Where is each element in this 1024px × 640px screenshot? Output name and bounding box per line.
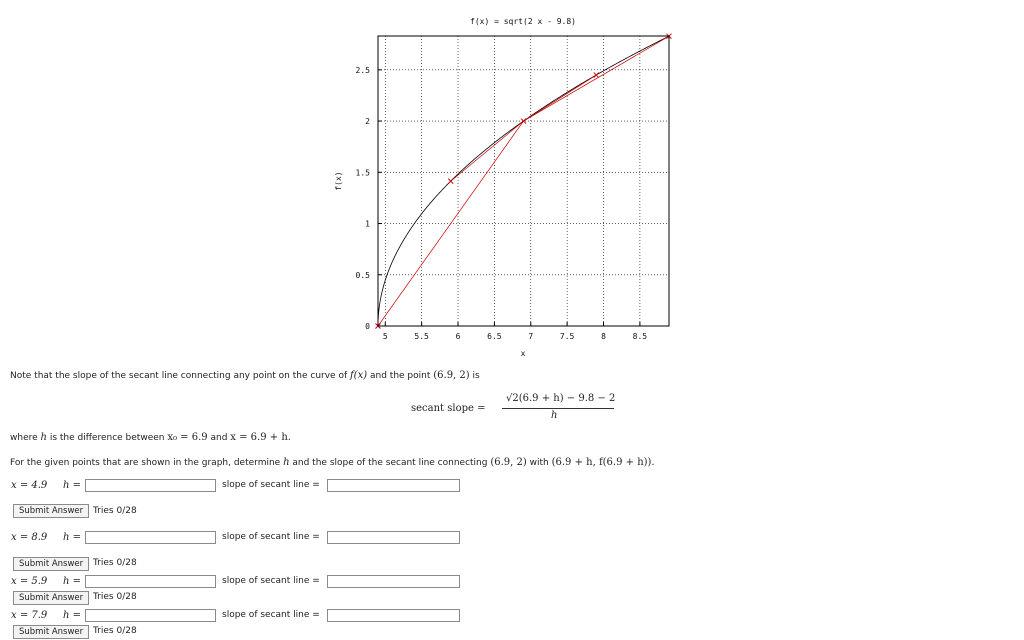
where-part: where	[10, 433, 41, 443]
secant-numerator: √2(6.9 + h) − 9.8 − 2	[506, 393, 616, 404]
chart-title: f(x) = sqrt(2 x - 9.8)	[470, 17, 576, 26]
x-tick-label: 6.5	[487, 332, 502, 341]
h-input[interactable]	[85, 575, 216, 588]
slope-label: slope of secant line =	[222, 480, 320, 490]
secant-denominator: h	[551, 410, 558, 421]
where-x: x = 6.9 + h.	[230, 432, 291, 443]
row-h-label: h =	[63, 532, 81, 543]
where-part: is the difference between	[46, 433, 168, 443]
x-tick-label: 8.5	[632, 332, 648, 341]
instruction-part: with	[526, 458, 552, 468]
h-input[interactable]	[85, 531, 216, 544]
x-tick-label: 5	[382, 332, 388, 341]
intro-part: Note that the slope of the secant line connecting any point on the curve of	[10, 371, 350, 381]
tries-counter: Tries 0/28	[93, 626, 137, 636]
intro-fx: f(x)	[349, 370, 368, 381]
row-h-label: h =	[63, 576, 81, 587]
intro-part: is	[469, 371, 480, 381]
slope-input[interactable]	[327, 575, 460, 588]
instruction-part: For the given points that are shown in the graph, determine	[10, 458, 284, 468]
where-h: h	[40, 432, 47, 443]
h-input[interactable]	[85, 609, 216, 622]
slope-input[interactable]	[327, 479, 460, 492]
y-tick-label: 1.5	[355, 168, 370, 178]
row-h-label: h =	[63, 610, 81, 621]
slope-label: slope of secant line =	[222, 576, 320, 586]
submit-answer-button[interactable]: Submit Answer	[13, 591, 89, 605]
data-point	[448, 179, 453, 184]
y-axis-label: f(x)	[334, 171, 343, 191]
tries-counter: Tries 0/28	[93, 506, 137, 516]
intro-text	[10, 370, 480, 381]
submit-answer-button[interactable]: Submit Answer	[13, 504, 89, 518]
data-layer	[376, 34, 672, 329]
slope-input[interactable]	[327, 531, 460, 544]
row-x-label: x = 5.9	[11, 576, 48, 587]
y-tick-label: 2.5	[355, 65, 370, 75]
row-x-label: x = 4.9	[11, 480, 48, 491]
slope-label: slope of secant line =	[222, 610, 320, 620]
where-part: and	[207, 433, 231, 443]
slope-input[interactable]	[327, 609, 460, 622]
grid	[378, 36, 669, 326]
h-input[interactable]	[85, 479, 216, 492]
secant-slope-label: secant slope =	[411, 403, 486, 414]
y-tick-label: 0	[365, 322, 370, 331]
instruction-part: and the slope of the secant line connecting	[289, 458, 491, 468]
submit-answer-button[interactable]: Submit Answer	[13, 557, 89, 571]
tries-counter: Tries 0/28	[93, 592, 137, 602]
ticks	[356, 66, 648, 341]
secant-line	[524, 75, 597, 121]
fraction-bar	[502, 408, 614, 409]
y-tick-label: 1	[365, 219, 370, 229]
submit-answer-button[interactable]: Submit Answer	[13, 625, 89, 639]
where-text	[10, 432, 291, 443]
secant-line	[524, 36, 670, 121]
data-point	[594, 73, 599, 78]
tries-counter: Tries 0/28	[93, 558, 137, 568]
y-tick-label: 2	[365, 117, 370, 127]
intro-point: (6.9, 2)	[433, 370, 470, 381]
x-axis-label: x	[520, 349, 526, 358]
instruction-point: (6.9, 2)	[490, 457, 527, 468]
row-h-label: h =	[63, 480, 81, 491]
x-tick-label: 7.5	[559, 332, 575, 341]
x-tick-label: 8	[601, 332, 606, 341]
intro-part: and the point	[367, 371, 434, 381]
instruction-point-2: (6.9 + h, f(6.9 + h)).	[551, 457, 655, 468]
instruction-text	[10, 457, 655, 468]
x-tick-label: 7	[528, 332, 534, 341]
row-x-label: x = 8.9	[11, 532, 48, 543]
y-tick-label: 0.5	[355, 270, 370, 280]
instruction-h: h	[283, 457, 290, 468]
x-tick-label: 6	[455, 332, 461, 341]
x-tick-label: 5.5	[414, 332, 429, 341]
slope-label: slope of secant line =	[222, 532, 320, 542]
where-x0: x₀ = 6.9	[167, 432, 208, 443]
row-x-label: x = 7.9	[11, 610, 48, 621]
